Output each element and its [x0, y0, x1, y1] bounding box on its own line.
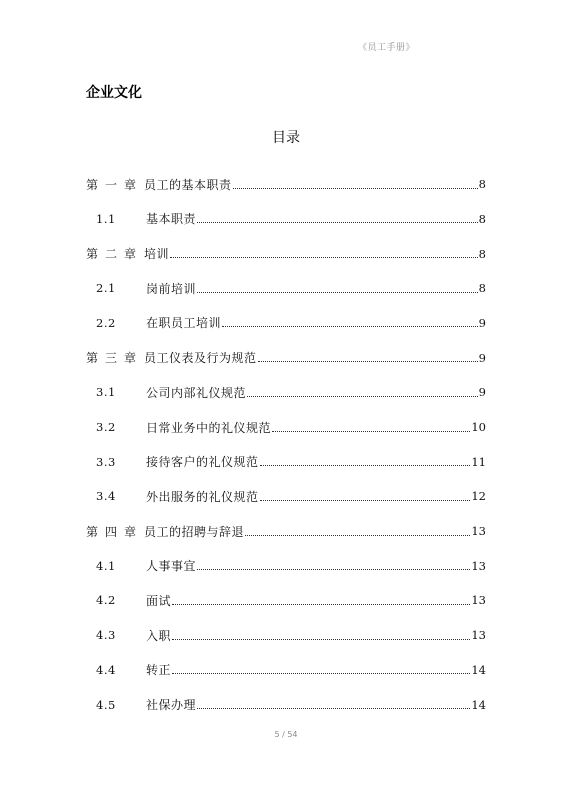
toc-entry-label: 转正 — [146, 663, 172, 678]
toc-dot-leader — [260, 464, 471, 466]
toc-dot-leader — [197, 707, 470, 709]
toc-entry-number: 4.5 — [96, 697, 116, 712]
toc-dot-leader — [172, 672, 470, 674]
toc-entry-label: 公司内部礼仪规范 — [146, 385, 247, 400]
toc-subsection-entry[interactable] — [86, 193, 486, 228]
toc-entry-page-number: 13 — [471, 558, 486, 573]
toc-entry-page-number: 8 — [478, 246, 486, 261]
toc-entry-number: 3.4 — [96, 489, 116, 504]
toc-subsection-entry[interactable] — [86, 644, 486, 679]
toc-subsection-entry[interactable] — [86, 609, 486, 644]
toc-subsection-entry[interactable] — [86, 401, 486, 436]
toc-dot-leader — [233, 187, 478, 189]
toc-entry-number: 3.3 — [96, 454, 116, 469]
toc-entry-page-number: 9 — [478, 315, 486, 330]
toc-dot-leader — [172, 603, 470, 605]
toc-subsection-entry[interactable] — [86, 436, 486, 471]
toc-dot-leader — [260, 499, 471, 501]
toc-dot-leader — [258, 360, 478, 362]
toc-entry-label: 员工仪表及行为规范 — [144, 351, 257, 366]
toc-entry-number: 4.3 — [96, 628, 116, 643]
toc-entry-label: 社保办理 — [146, 698, 197, 712]
toc-chapter-entry[interactable] — [86, 505, 486, 540]
toc-dot-leader — [245, 534, 470, 536]
toc-entry-number: 2.1 — [96, 281, 116, 296]
toc-entry-label: 员工的招聘与辞退 — [144, 524, 245, 539]
toc-subsection-entry[interactable] — [86, 297, 486, 332]
toc-entry-label: 面试 — [146, 593, 172, 608]
toc-subsection-entry[interactable] — [86, 262, 486, 297]
running-header: 《员工手册》 — [358, 43, 416, 53]
toc-entry-label: 人事事宜 — [146, 559, 197, 574]
page-number: 5 / 54 — [274, 730, 298, 739]
toc-dot-leader — [170, 256, 478, 258]
toc-entry-page-number: 14 — [471, 662, 486, 677]
toc-subsection-entry[interactable] — [86, 678, 486, 713]
toc-dot-leader — [197, 221, 478, 223]
toc-entry-number: 第四章 — [86, 524, 144, 539]
toc-subsection-entry[interactable] — [86, 470, 486, 505]
toc-entry-number: 第一章 — [86, 177, 144, 192]
toc-entry-number: 3.2 — [96, 420, 116, 434]
toc-entry-number: 第二章 — [86, 247, 144, 262]
toc-entry-label: 基本职责 — [146, 212, 197, 227]
toc-entry-page-number: 12 — [471, 489, 486, 504]
toc-entry-page-number: 9 — [478, 350, 486, 365]
toc-entry-label: 外出服务的礼仪规范 — [146, 489, 259, 504]
toc-dot-leader — [197, 291, 478, 293]
toc-entry-label: 接待客户的礼仪规范 — [146, 455, 259, 470]
toc-subsection-entry[interactable] — [86, 366, 486, 401]
toc-dot-leader — [197, 568, 470, 570]
toc-entry-page-number: 10 — [471, 420, 486, 434]
toc-entry-label: 岗前培训 — [146, 281, 197, 296]
toc-dot-leader — [272, 430, 470, 432]
toc-entry-label: 培训 — [144, 247, 170, 262]
toc-subsection-entry[interactable] — [86, 574, 486, 609]
toc-entry-label: 日常业务中的礼仪规范 — [146, 420, 272, 435]
toc-entry-page-number: 13 — [471, 524, 486, 539]
toc-chapter-entry[interactable] — [86, 158, 486, 193]
toc-entry-label: 员工的基本职责 — [144, 177, 232, 192]
toc-chapter-entry[interactable] — [86, 227, 486, 262]
toc-dot-leader — [172, 638, 470, 640]
toc-entry-number: 4.4 — [96, 662, 116, 677]
toc-entry-label: 入职 — [146, 628, 172, 643]
table-of-contents — [86, 158, 486, 713]
section-title: 企业文化 — [86, 85, 142, 101]
toc-entry-page-number: 14 — [471, 697, 486, 712]
toc-entry-page-number: 11 — [471, 454, 486, 469]
toc-title: 目录 — [272, 130, 300, 146]
toc-entry-page-number: 8 — [478, 177, 486, 192]
toc-subsection-entry[interactable] — [86, 540, 486, 575]
toc-dot-leader — [247, 395, 478, 397]
toc-entry-number: 3.1 — [96, 385, 116, 400]
toc-entry-page-number: 9 — [478, 385, 486, 400]
toc-entry-number: 1.1 — [96, 211, 116, 226]
toc-entry-page-number: 8 — [478, 211, 486, 226]
toc-entry-page-number: 8 — [478, 281, 486, 296]
toc-entry-label: 在职员工培训 — [146, 316, 222, 331]
toc-dot-leader — [222, 325, 478, 327]
toc-entry-page-number: 13 — [471, 593, 486, 608]
toc-chapter-entry[interactable] — [86, 331, 486, 366]
toc-entry-number: 4.2 — [96, 593, 116, 608]
toc-entry-number: 4.1 — [96, 558, 116, 573]
toc-entry-number: 第三章 — [86, 351, 144, 366]
toc-entry-number: 2.2 — [96, 315, 116, 330]
toc-entry-page-number: 13 — [471, 628, 486, 643]
